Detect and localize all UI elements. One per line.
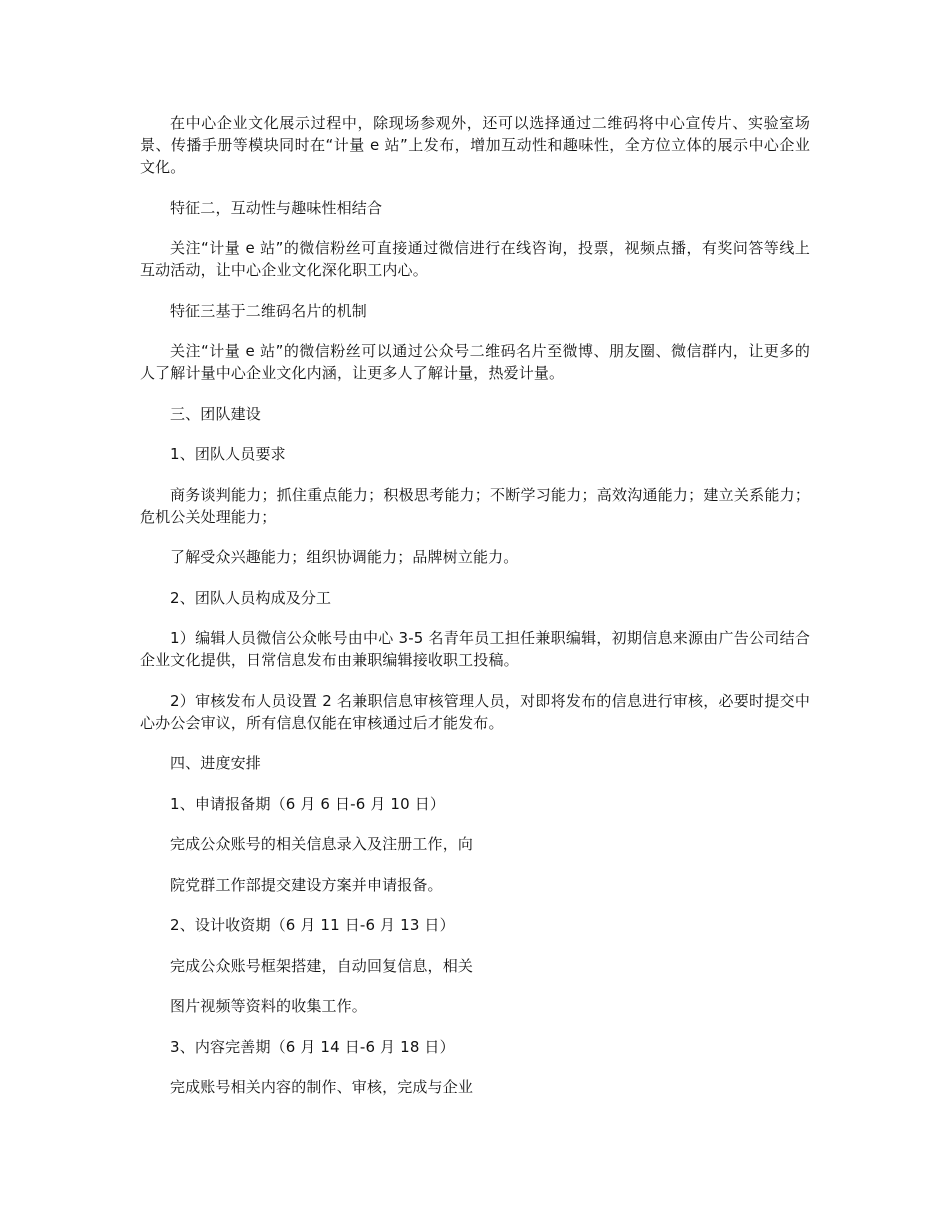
paragraph-phase-1-line-1: 完成公众账号的相关信息录入及注册工作，向 [170,835,474,853]
heading-team-building: 三、团队建设 [170,404,261,423]
paragraph-abilities-list-2: 了解受众兴趣能力；组织协调能力；品牌树立能力。 [170,548,519,566]
document-body [140,112,810,1117]
paragraph-intro-qr-display: 在中心企业文化展示过程中，除现场参观外，还可以选择通过二维码将中心宣传片、实验室场景、传播手册等模块同时在“计量 e 站”上发布，增加互动性和趣味性，全方位立体的展示中心企业文化。 [140,114,810,176]
paragraph-interactive-activities: 关注“计量 e 站”的微信粉丝可直接通过微信进行在线咨询，投票，视频点播，有奖问答等线上互动活动，让中心企业文化深化职工内心。 [140,239,810,279]
heading-schedule-phase-1: 1、申请报备期（6 月 6 日-6 月 10 日） [170,794,446,813]
heading-feature-three: 特征三基于二维码名片的机制 [170,301,367,320]
paragraph-reviewers: 2）审核发布人员设置 2 名兼职信息审核管理人员，对即将发布的信息进行审核，必要时提交中心办公会审议，所有信息仅能在审核通过后才能发布。 [140,691,810,732]
paragraph-abilities-list-1: 商务谈判能力；抓住重点能力；积极思考能力；不断学习能力；高效沟通能力；建立关系能力；危机公关处理能力； [140,485,810,526]
heading-schedule: 四、进度安排 [170,754,261,772]
paragraph-editors: 1）编辑人员微信公众帐号由中心 3-5 名青年员工担任兼职编辑，初期信息来源由广告公司结合企业文化提供，日常信息发布由兼职编辑接收职工投稿。 [140,629,810,669]
heading-schedule-phase-2: 2、设计收资期（6 月 11 日-6 月 13 日） [170,916,455,934]
paragraph-phase-2-line-1: 完成公众账号框架搭建，自动回复信息，相关 [170,956,474,975]
paragraph-qr-card-sharing: 关注“计量 e 站”的微信粉丝可以通过公众号二维码名片至微博、朋友圈、微信群内，让更多的人了解计量中心企业文化内涵，让更多人了解计量，热爱计量。 [140,342,810,382]
heading-team-requirements: 1、团队人员要求 [170,445,286,463]
paragraph-phase-1-line-2: 院党群工作部提交建设方案并申请报备。 [170,875,443,894]
paragraph-phase-3-line-1: 完成账号相关内容的制作、审核，完成与企业 [170,1078,474,1096]
heading-feature-two: 特征二，互动性与趣味性相结合 [170,198,383,217]
paragraph-phase-2-line-2: 图片视频等资料的收集工作。 [170,997,367,1015]
heading-schedule-phase-3: 3、内容完善期（6 月 14 日-6 月 18 日） [170,1037,455,1056]
heading-team-composition: 2、团队人员构成及分工 [170,588,332,607]
